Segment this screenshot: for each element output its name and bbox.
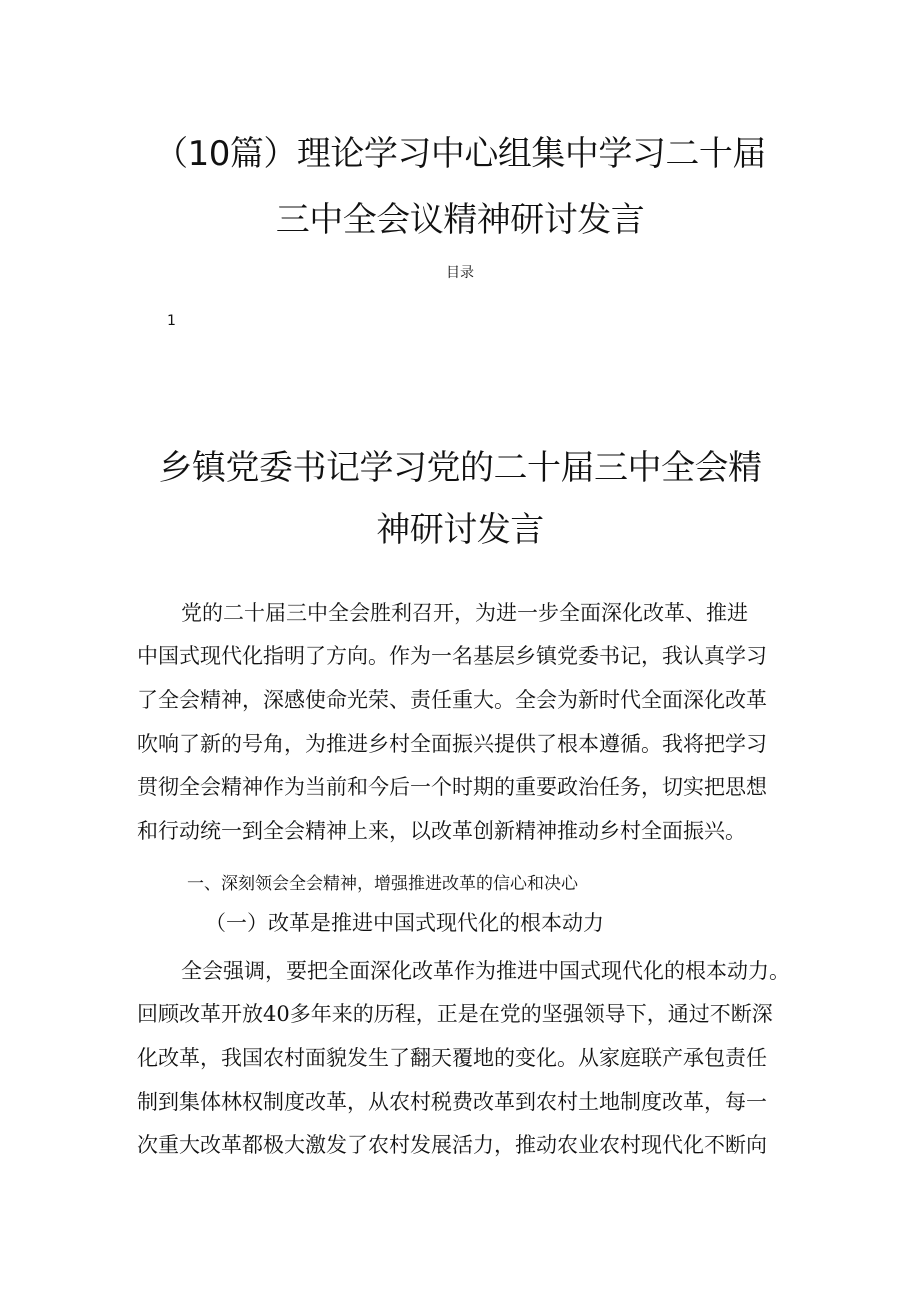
paragraph-line: 了全会精神，深感使命光荣、责任重大。全会为新时代全面深化改革 bbox=[137, 688, 767, 712]
paragraph-line: 全会强调，要把全面深化改革作为推进中国式现代化的根本动力。 bbox=[181, 959, 790, 983]
toc-item-number[interactable]: 1 bbox=[167, 313, 176, 329]
article-title-line-1: 乡镇党委书记学习党的二十届三中全会精 bbox=[158, 448, 762, 488]
paragraph-line: 回顾改革开放40多年来的历程，正是在党的坚强领导下，通过不断深 bbox=[137, 1002, 773, 1026]
document-title-line-2: 三中全会议精神研讨发言 bbox=[275, 200, 645, 240]
paragraph-line: 次重大改革都极大激发了农村发展活力，推动农业农村现代化不断向 bbox=[137, 1133, 767, 1157]
section-heading: 一、深刻领会全会精神，增强推进改革的信心和决心 bbox=[187, 874, 578, 894]
subsection-heading: （一）改革是推进中国式现代化的根本动力 bbox=[205, 911, 604, 935]
paragraph-line: 化改革，我国农村面貌发生了翻天覆地的变化。从家庭联产承包责任 bbox=[137, 1046, 767, 1070]
paragraph-line: 和行动统一到全会精神上来，以改革创新精神推动乡村全面振兴。 bbox=[137, 819, 746, 843]
toc-label: 目录 bbox=[446, 265, 474, 281]
paragraph-line: 贯彻全会精神作为当前和今后一个时期的重要政治任务，切实把思想 bbox=[137, 775, 767, 799]
paragraph-line: 中国式现代化指明了方向。作为一名基层乡镇党委书记，我认真学习 bbox=[137, 644, 767, 668]
paragraph-line: 吹响了新的号角，为推进乡村全面振兴提供了根本遵循。我将把学习 bbox=[137, 732, 767, 756]
document-title-line-1: （10篇）理论学习中心组集中学习二十届 bbox=[154, 134, 766, 174]
paragraph-line: 制到集体林权制度改革，从农村税费改革到农村土地制度改革，每一 bbox=[137, 1090, 767, 1114]
paragraph-line: 党的二十届三中全会胜利召开，为进一步全面深化改革、推进 bbox=[181, 601, 748, 625]
article-title-line-2: 神研讨发言 bbox=[376, 510, 544, 550]
